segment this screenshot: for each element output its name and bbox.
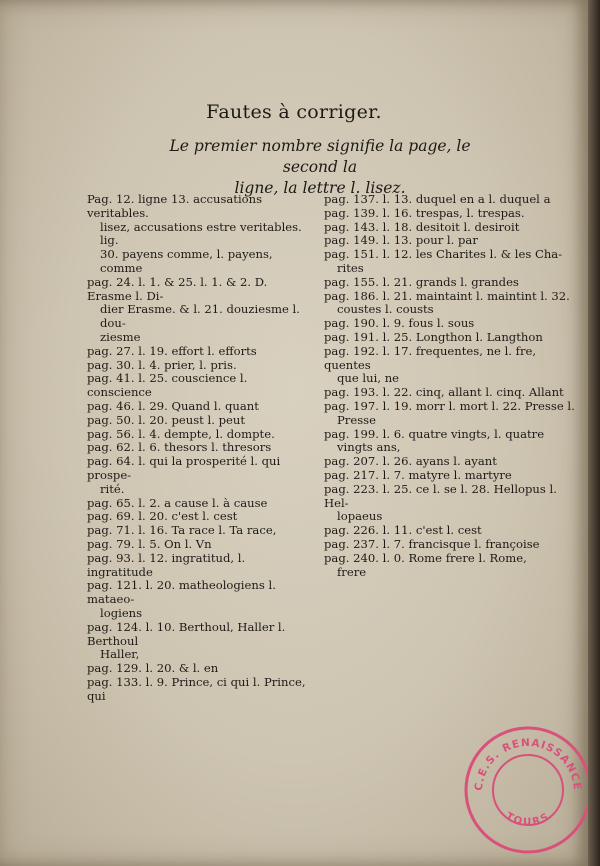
errata-continuation-line: rites xyxy=(337,260,364,275)
errata-entry xyxy=(324,276,579,290)
errata-entry xyxy=(324,290,579,318)
errata-entry xyxy=(87,552,312,580)
errata-entry xyxy=(324,248,579,276)
errata-continuation-line: coustes l. cousts xyxy=(337,302,434,317)
errata-entry xyxy=(324,400,579,428)
errata-line: pag. 207. l. 26. ayans l. ayant xyxy=(324,454,497,469)
errata-line: pag. 71. l. 16. Ta race l. Ta race, xyxy=(87,523,277,538)
errata-continuation-line: frere xyxy=(337,564,367,579)
errata-entry xyxy=(87,276,312,345)
subtitle-line-1: Le premier nombre signifie la page, le second la xyxy=(169,137,471,176)
errata-line: pag. 186. l. 21. maintaint l. maintint l. 32. xyxy=(324,288,570,303)
errata-line: pag. 226. l. 11. c'est l. cest xyxy=(324,523,482,538)
errata-line: pag. 124. l. 10. Berthoul, Haller l. Berthoul xyxy=(87,619,286,648)
subtitle-line-2: ligne, la lettre l. lisez. xyxy=(234,179,406,197)
errata-entry xyxy=(87,193,312,276)
errata-entry xyxy=(324,428,579,456)
errata-line: pag. 30. l. 4. prier, l. pris. xyxy=(87,357,237,372)
errata-entry xyxy=(324,345,579,386)
errata-line: pag. 137. l. 13. duquel en a l. duquel a xyxy=(324,192,551,206)
errata-line: pag. 46. l. 29. Quand l. quant xyxy=(87,398,259,413)
stamp-bottom-text: TOURS xyxy=(503,810,553,829)
errata-continuation-line: Presse xyxy=(337,412,376,427)
errata-line: pag. 151. l. 12. les Charites l. & les Cha- xyxy=(324,247,563,262)
errata-line: pag. 27. l. 19. effort l. efforts xyxy=(87,343,257,358)
errata-entry xyxy=(87,441,312,455)
errata-entry xyxy=(87,400,312,414)
errata-continuation-line: dier Erasme. & l. 21. douziesme l. dou- xyxy=(100,302,300,331)
errata-line: pag. 191. l. 25. Longthon l. Langthon xyxy=(324,329,543,344)
library-stamp xyxy=(460,722,596,858)
errata-line: pag. 64. l. qui la prosperité l. qui prospe- xyxy=(87,454,281,482)
errata-line: Pag. 12. ligne 13. accusations veritables. xyxy=(87,192,263,220)
errata-entry xyxy=(87,676,312,704)
errata-entry xyxy=(87,345,312,359)
errata-entry xyxy=(324,331,579,345)
errata-line: pag. 199. l. 6. quatre vingts, l. quatre xyxy=(324,426,545,441)
errata-line: pag. 149. l. 13. pour l. par xyxy=(324,233,478,248)
errata-entry xyxy=(324,469,579,483)
errata-continuation-line: logiens xyxy=(100,605,143,620)
errata-line: pag. 143. l. 18. desitoit l. desiroit xyxy=(324,219,520,234)
errata-line: pag. 237. l. 7. francisque l. françoise xyxy=(324,536,540,551)
errata-entry xyxy=(87,455,312,496)
stamp-inner-ring xyxy=(493,755,563,825)
errata-line: pag. 62. l. 6. thesors l. thresors xyxy=(87,440,272,455)
errata-entry xyxy=(324,193,579,207)
errata-line: pag. 197. l. 19. morr l. mort l. 22. Presse l. xyxy=(324,398,575,413)
errata-continuation-line: Haller, xyxy=(100,647,140,662)
errata-line: pag. 93. l. 12. ingratitud, l. ingratitude xyxy=(87,550,246,579)
errata-line: pag. 121. l. 20. matheologiens l. mataeo- xyxy=(87,578,276,607)
errata-entry xyxy=(324,386,579,400)
errata-line: pag. 69. l. 20. c'est l. cest xyxy=(87,509,238,524)
errata-line: pag. 193. l. 22. cinq, allant l. cinq. Allant xyxy=(324,385,564,400)
page-title: Fautes à corriger. xyxy=(206,101,382,123)
errata-entry xyxy=(324,221,579,235)
errata-continuation-line: lopaeus xyxy=(337,509,383,524)
page-subtitle xyxy=(150,136,490,199)
errata-entry xyxy=(324,552,579,580)
errata-entry xyxy=(324,455,579,469)
errata-entry xyxy=(87,621,312,662)
errata-entry xyxy=(87,579,312,620)
errata-continuation-line: vingts ans, xyxy=(337,440,401,455)
errata-continuation-line: lisez, accusations estre veritables. lig. xyxy=(100,219,302,248)
errata-continuation-line: ziesme xyxy=(100,329,141,344)
errata-right-column xyxy=(324,193,579,579)
errata-entry xyxy=(87,662,312,676)
errata-left-column xyxy=(87,193,312,703)
errata-entry xyxy=(324,538,579,552)
errata-entry xyxy=(87,428,312,442)
errata-line: pag. 139. l. 16. trespas, l. trespas. xyxy=(324,205,525,220)
errata-line: pag. 217. l. 7. matyre l. martyre xyxy=(324,467,512,482)
errata-entry xyxy=(87,414,312,428)
errata-continuation-line: que lui, ne xyxy=(337,371,400,386)
errata-line: pag. 223. l. 25. ce l. se l. 28. Hellopus l. Hel- xyxy=(324,481,557,510)
errata-entry xyxy=(87,372,312,400)
errata-line: pag. 190. l. 9. fous l. sous xyxy=(324,316,475,331)
errata-entry xyxy=(324,483,579,524)
errata-line: pag. 192. l. 17. frequentes, ne l. fre, quentes xyxy=(324,343,537,372)
errata-continuation-line: rité. xyxy=(100,481,125,496)
errata-entry xyxy=(324,524,579,538)
errata-entry xyxy=(87,497,312,511)
errata-line: pag. 155. l. 21. grands l. grandes xyxy=(324,274,519,289)
errata-line: pag. 56. l. 4. dempte, l. dompte. xyxy=(87,426,275,441)
errata-entry xyxy=(324,317,579,331)
errata-line: pag. 50. l. 20. peust l. peut xyxy=(87,412,245,427)
errata-entry xyxy=(87,510,312,524)
errata-continuation-line: 30. payens comme, l. payens, comme xyxy=(100,247,273,275)
errata-line: pag. 65. l. 2. a cause l. à cause xyxy=(87,495,268,510)
errata-line: pag. 24. l. 1. & 25. l. 1. & 2. D. Erasme l. Di- xyxy=(87,274,268,303)
errata-line: pag. 79. l. 5. On l. Vn xyxy=(87,536,212,551)
errata-line: pag. 129. l. 20. & l. en xyxy=(87,661,219,676)
errata-entry xyxy=(324,234,579,248)
errata-entry xyxy=(324,207,579,221)
errata-line: pag. 133. l. 9. Prince, ci qui l. Prince, qui xyxy=(87,674,306,703)
errata-line: pag. 41. l. 25. couscience l. conscience xyxy=(87,371,248,400)
book-edge-shadow xyxy=(588,0,600,866)
errata-entry xyxy=(87,524,312,538)
errata-entry xyxy=(87,359,312,373)
errata-entry xyxy=(87,538,312,552)
stamp-top-text: C.E.S. RENAISSANCE xyxy=(472,736,584,792)
errata-line: pag. 240. l. 0. Rome frere l. Rome, xyxy=(324,550,527,565)
